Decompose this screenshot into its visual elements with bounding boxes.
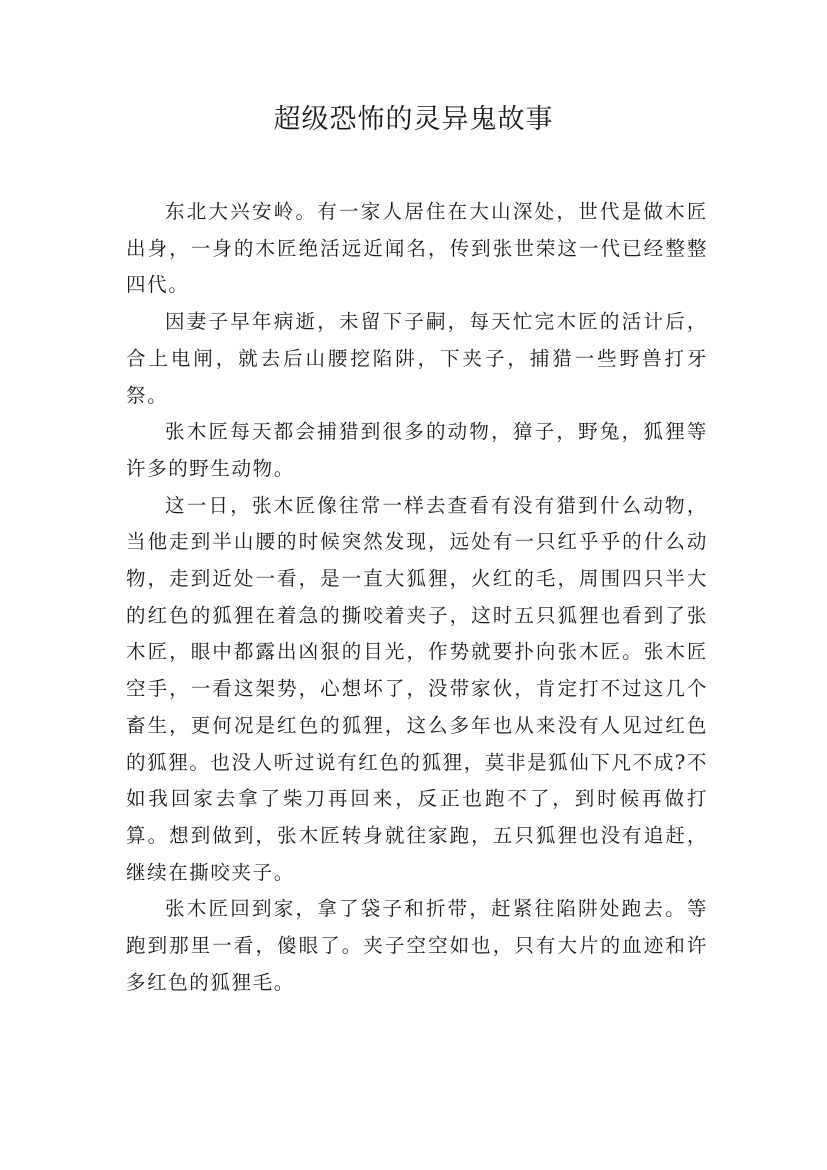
paragraph-2: 因妻子早年病逝，未留下子嗣，每天忙完木匠的活计后，合上电闸，就去后山腰挖陷阱，下夹子，捕猎一些野兽打牙祭。 (126, 310, 708, 407)
paragraph-5: 张木匠回到家，拿了袋子和折带，赶紧往陷阱处跑去。等跑到那里一看，傻眼了。夹子空空如也，只有大片的血迹和许多红色的狐狸毛。 (126, 897, 708, 994)
paragraph-4: 这一日，张木匠像往常一样去查看有没有猎到什么动物，当他走到半山腰的时候突然发现，远处有一只红乎乎的什么动物，走到近处一看，是一直大狐狸，火红的毛，周围四只半大的红色的狐狸在着急的撕咬着夹子，这时五只狐狸也看到了张木匠，眼中都露出凶狠的目光，作势就要扑向张木匠。张木匠空手，一看这架势，心想坏了，没带家伙，肯定打不过这几个畜生，更何况是红色的狐狸，这么多年也从来没有人见过红色的狐狸。也没人听过说有红色的狐狸，莫非是狐仙下凡不成?不如我回家去拿了柴刀再回来，反正也跑不了，到时候再做打算。想到做到，张木匠转身就往家跑，五只狐狸也没有追赶，继续在撕咬夹子。 (126, 493, 708, 884)
document-body (126, 194, 708, 1001)
paragraph-1: 东北大兴安岭。有一家人居住在大山深处，世代是做木匠出身，一身的木匠绝活远近闻名，传到张世荣这一代已经整整四代。 (126, 200, 708, 297)
document-title: 超级恐怖的灵异鬼故事 (273, 104, 554, 135)
paragraph-3: 张木匠每天都会捕猎到很多的动物，獐子，野兔，狐狸等许多的野生动物。 (126, 420, 708, 480)
